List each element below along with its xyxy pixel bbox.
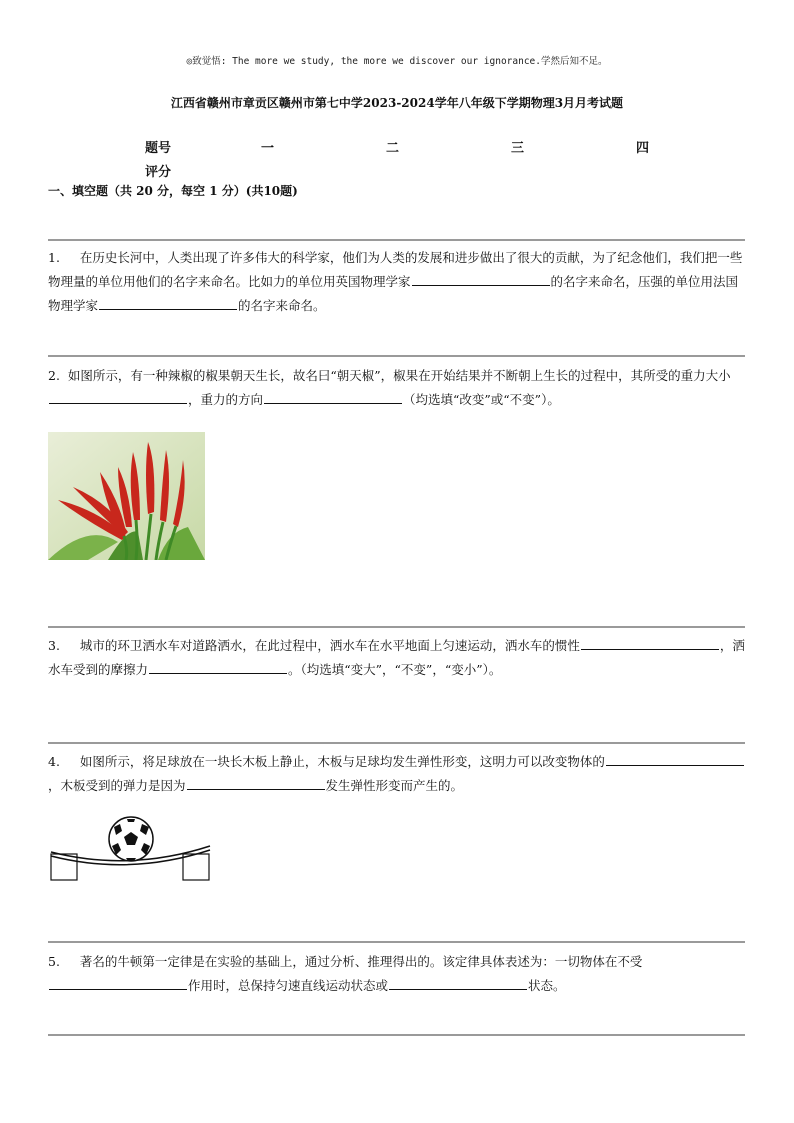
question-number: 2. bbox=[48, 368, 60, 383]
divider bbox=[48, 355, 745, 357]
divider bbox=[48, 239, 745, 241]
score-table bbox=[145, 134, 705, 182]
question-number: 5. bbox=[48, 954, 60, 969]
question-5 bbox=[48, 950, 745, 998]
question-text: 城市的环卫洒水车对道路洒水，在此过程中，洒水车在水平地面上匀速运动，洒水车的惯性 bbox=[79, 638, 580, 653]
football-on-board-diagram bbox=[48, 810, 218, 885]
question-1 bbox=[48, 246, 745, 318]
question-text: （均选填“改变”或“不变”）。 bbox=[403, 392, 560, 407]
score-column: 一 bbox=[260, 140, 274, 156]
answer-blank[interactable] bbox=[606, 751, 744, 766]
score-header-row bbox=[145, 134, 705, 158]
question-text: 。（均选填“变大”，“不变”，“变小”）。 bbox=[288, 662, 502, 677]
page-title: 江西省赣州市章贡区赣州市第七中学2023-2024学年八年级下学期物理3月月考试题 bbox=[170, 96, 624, 110]
question-2 bbox=[48, 364, 745, 412]
header-motto: ◎致觉悟: The more we study, the more we discover our ignorance.学然后知不足。 bbox=[186, 56, 608, 67]
answer-blank[interactable] bbox=[149, 659, 287, 674]
question-text: 如图所示，将足球放在一块长木板上静止，木板与足球均发生弹性形变，这明力可以改变物体的 bbox=[79, 754, 605, 769]
question-text: ，木板受到的弹力是因为 bbox=[48, 778, 186, 793]
question-number: 1. bbox=[48, 250, 60, 265]
score-column: 三 bbox=[510, 140, 524, 156]
score-value-row bbox=[145, 158, 705, 182]
score-row-label: 评分 bbox=[145, 164, 172, 180]
chili-pepper-image bbox=[48, 432, 205, 560]
question-text: ，洒水车受到的摩擦力 bbox=[48, 638, 745, 677]
answer-blank[interactable] bbox=[264, 389, 402, 404]
answer-blank[interactable] bbox=[49, 975, 187, 990]
question-text: 状态。 bbox=[528, 978, 566, 993]
question-text: 的名字来命名。 bbox=[238, 298, 326, 313]
answer-blank[interactable] bbox=[187, 775, 325, 790]
answer-blank[interactable] bbox=[389, 975, 527, 990]
divider bbox=[48, 1034, 745, 1036]
question-3 bbox=[48, 634, 745, 682]
answer-blank[interactable] bbox=[99, 295, 237, 310]
divider bbox=[48, 742, 745, 744]
answer-blank[interactable] bbox=[581, 635, 719, 650]
question-text: ，重力的方向 bbox=[188, 392, 264, 407]
answer-blank[interactable] bbox=[412, 271, 550, 286]
score-column: 二 bbox=[385, 140, 399, 156]
question-text: 在历史长河中，人类出现了许多伟大的科学家，他们为人类的发展和进步做出了很大的贡献，为了纪念他们，我们把一些物理量的单位用他们的名字来命名。比如力的单位用英国物理学家 bbox=[48, 250, 743, 289]
section-heading: 一、填空题（共 20 分，每空 1 分）(共10题) bbox=[48, 184, 298, 198]
question-number: 4. bbox=[48, 754, 60, 769]
question-text: 著名的牛顿第一定律是在实验的基础上，通过分析、推理得出的。该定律具体表述为：一切物体在不受 bbox=[79, 954, 643, 969]
divider bbox=[48, 941, 745, 943]
answer-blank[interactable] bbox=[49, 389, 187, 404]
question-number: 3. bbox=[48, 638, 60, 653]
question-text: 如图所示，有一种辣椒的椒果朝天生长，故名曰“朝天椒”，椒果在开始结果并不断朝上生长的过程中，其所受的重力大小 bbox=[67, 368, 731, 383]
question-text: 作用时，总保持匀速直线运动状态或 bbox=[188, 978, 389, 993]
question-4 bbox=[48, 750, 745, 798]
divider bbox=[48, 626, 745, 628]
question-text: 发生弹性形变而产生的。 bbox=[325, 778, 464, 793]
score-header-label: 题号 bbox=[145, 140, 172, 156]
score-column: 四 bbox=[635, 140, 649, 156]
question-text: 的名字来命名，压强的单位用法国物理学家 bbox=[48, 274, 739, 313]
